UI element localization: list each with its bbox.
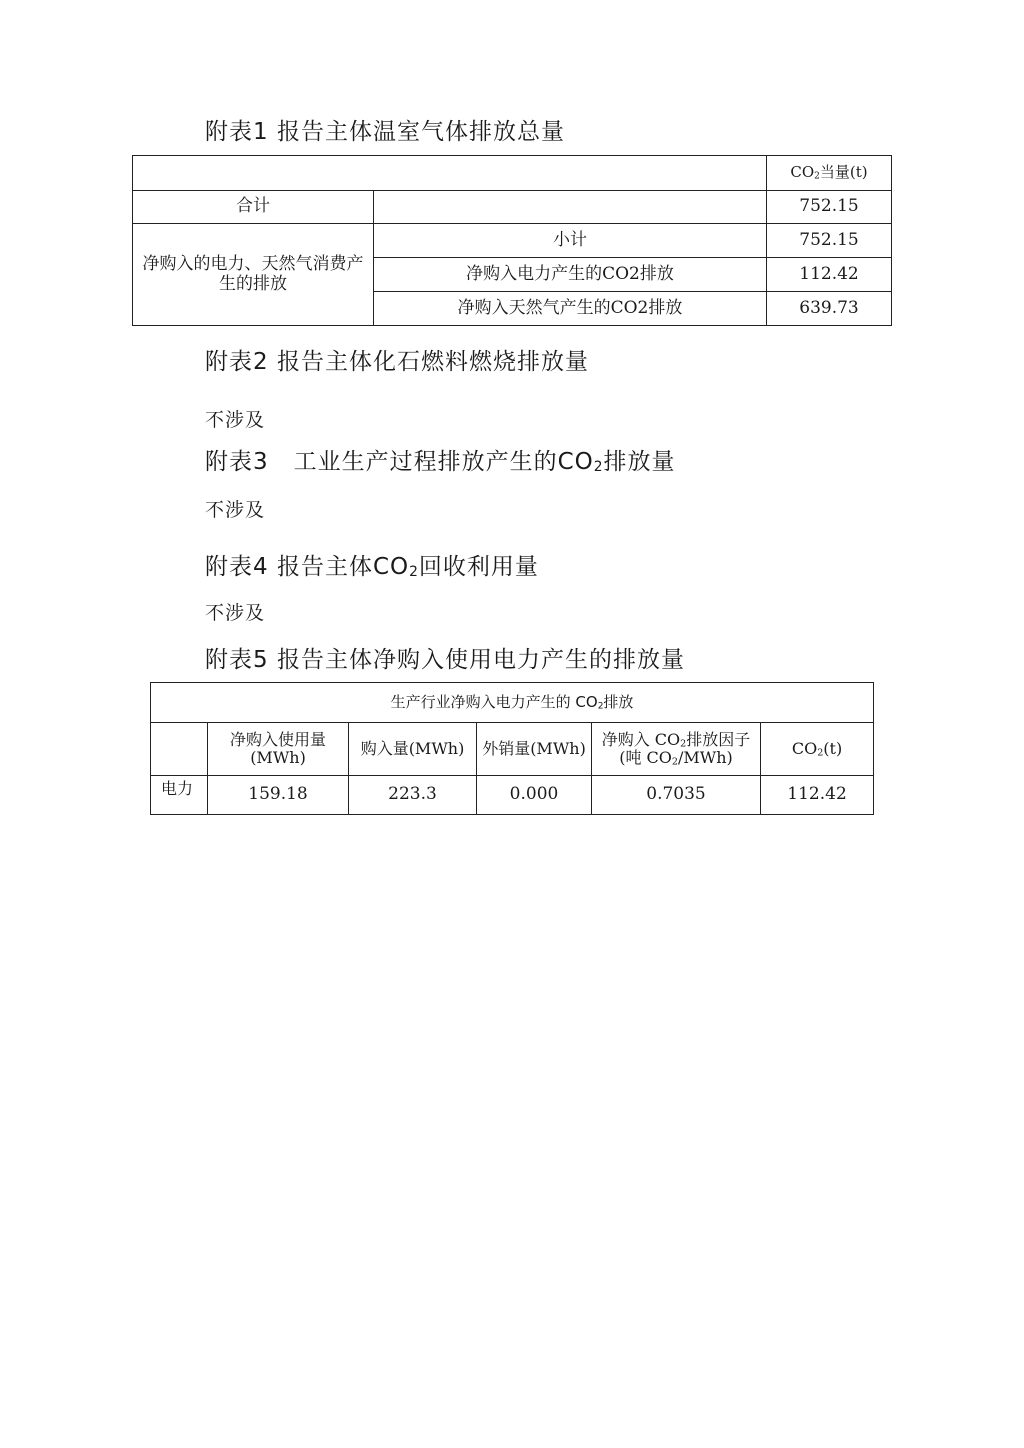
heading-table-4: 附表4 报告主体$CO_2$回收利用量 — [205, 554, 539, 581]
heading-table-3: 附表3 工业生产过程排放产生的$CO_2$排放量 — [205, 449, 676, 476]
table-5-header-sold: 外销量(MWh) — [477, 723, 592, 776]
table-1-row-label: 净购入天然气产生的CO2排放 — [374, 292, 767, 326]
heading-table-5: 附表5 报告主体净购入使用电力产生的排放量 — [205, 647, 685, 673]
table-5-corner-blank — [151, 723, 208, 776]
heading-table-1: 附表1 报告主体温室气体排放总量 — [205, 119, 565, 145]
table-1-total-blank — [374, 191, 767, 224]
table-5-purchase: 223.3 — [349, 776, 477, 815]
table-1-total-value: 752.15 — [767, 191, 892, 224]
table-1-total-emissions — [132, 155, 892, 326]
table-1-row-label: 小计 — [374, 224, 767, 258]
table-5-sold: 0.000 — [477, 776, 592, 815]
table-3-not-applicable: 不涉及 — [205, 499, 266, 521]
table-1-row-value: 639.73 — [767, 292, 892, 326]
heading-table-2: 附表2 报告主体化石燃料燃烧排放量 — [205, 349, 589, 375]
table-5-net-use: 159.18 — [208, 776, 349, 815]
table-5-header-net-use: 净购入使用量(MWh) — [208, 723, 349, 776]
table-2-not-applicable: 不涉及 — [205, 409, 266, 431]
table-5-factor: 0.7035 — [592, 776, 761, 815]
table-5-title: 生产行业净购入电力产生的 $CO_2$排放 — [151, 683, 874, 723]
table-5-header-factor: 净购入 $CO_2$排放因子(吨 $CO_2/MWh$) — [592, 723, 761, 776]
table-5-co2: 112.42 — [761, 776, 874, 815]
table-1-total-label: 合计 — [133, 191, 374, 224]
table-1-header-blank — [133, 156, 767, 191]
table-1-row-value: 752.15 — [767, 224, 892, 258]
table-1-row-value: 112.42 — [767, 258, 892, 292]
table-1-group-label: 净购入的电力、天然气消费产生的排放 — [133, 224, 374, 326]
table-5-header-purchase: 购入量(MWh) — [349, 723, 477, 776]
table-1-header-unit: $CO_2$当量(t) — [767, 156, 892, 191]
table-5-header-co2: $CO_2(t)$ — [761, 723, 874, 776]
table-1-row-label: 净购入电力产生的CO2排放 — [374, 258, 767, 292]
table-4-not-applicable: 不涉及 — [205, 602, 266, 624]
table-5-row-label: 电力 — [151, 776, 208, 815]
table-5-electricity-emissions — [150, 682, 874, 815]
